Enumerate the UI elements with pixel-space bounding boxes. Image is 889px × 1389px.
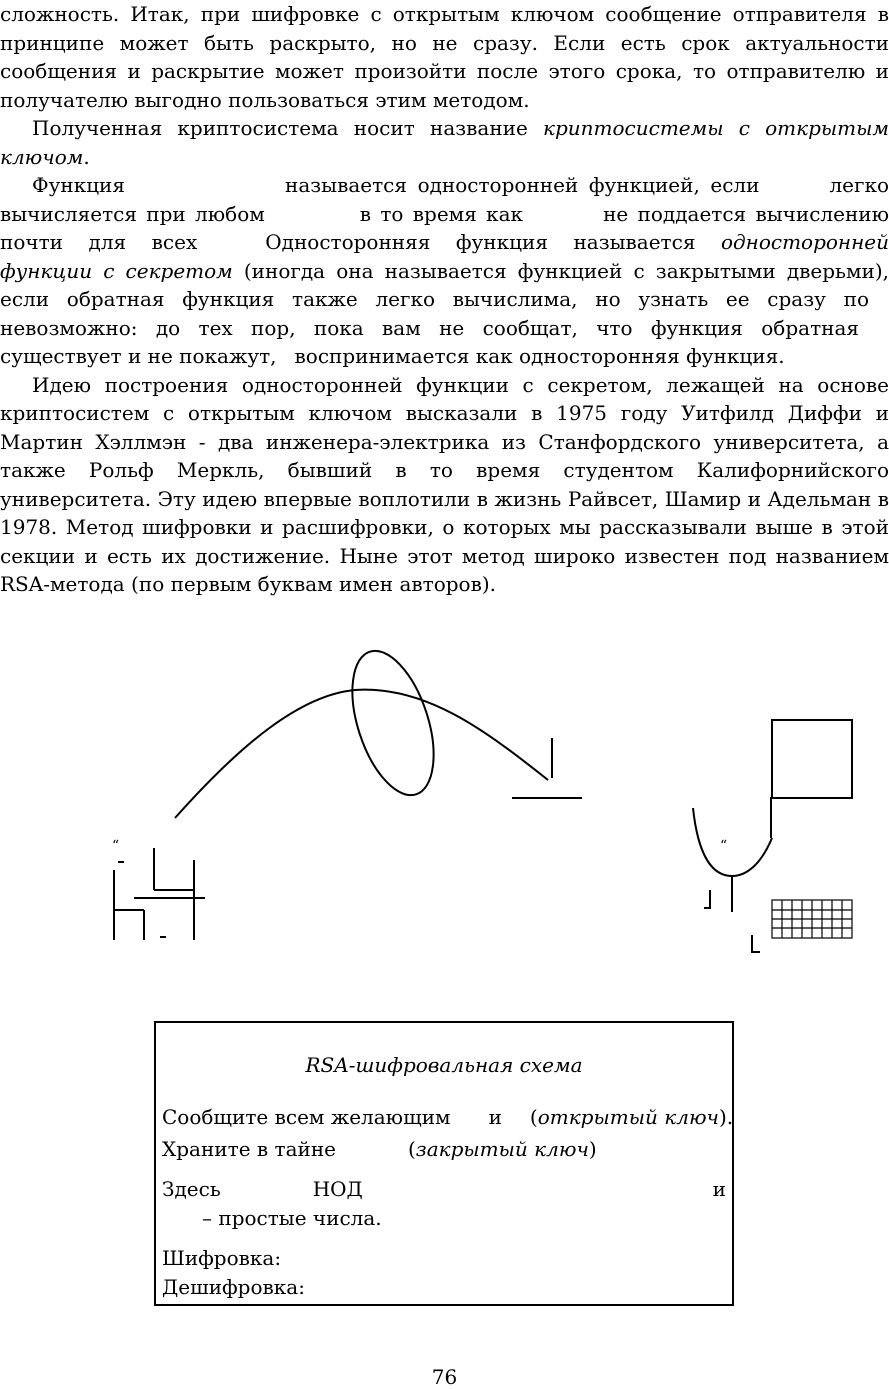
rsa-title: RSA-шифровальная схема [305,1053,583,1077]
p3-g: (иногда она называется функцией с закрытыми дверьми), если обратная функция также легко вычислима, но узнать ее сразу по [0,258,889,311]
keyboard-grid [772,900,852,938]
p3-h: невозможно: до тех пор, пока вам не сообщат, что функция обратная [0,315,859,340]
rsa-line2-close: ) [588,1137,597,1161]
p3-j: воспринимается как односторонняя функция. [294,344,785,368]
rsa-line2-text: Храните в тайне [162,1137,336,1161]
loop-curve [337,641,450,805]
p3-e: не поддается вычислению почти для всех [0,201,889,254]
arc-curve [175,690,548,818]
rsa-line2-open-paren: ( [407,1137,416,1161]
paragraph-4-text: Идею построения односторонней функции с секретом, лежащей на основе криптосистем с открытым ключом высказали в 1975 году Уитфилд Диффи и Мартин Хэллмэн - два инженера-электрика из Станфордского университета, а также Рольф Меркль, бывший в то время студентом Калифорнийского университета. Эту идею впервые воплотили в жизнь Райвсет, Шамир и Адельман в 1978. Метод шифровки и расшифровки, о которых мы рассказывали выше в этой секции и есть их достижение. Ныне этот метод широко известен под названием RSA-метода (по первым буквам имен авторов). [0,372,889,596]
rsa-line1-close: ). [719,1105,734,1129]
p3-f: Односторонняя функция называется [265,230,721,254]
rsa-line-encryption: Шифровка: [162,1246,282,1270]
rsa-line-decryption: Дешифровка: [162,1275,305,1299]
screen-square [772,720,852,798]
term-trapdoor-function: односторонней функции с секретом [0,230,889,283]
rsa-line-primes: – простые числа. [202,1206,382,1230]
figure-illustration [0,640,889,970]
p3-c: легко вычисляется при любом [0,173,889,226]
rsa-line1-and: и [488,1105,502,1129]
corner-mark-bottom [752,935,760,952]
rsa-private-key-term: закрытый ключ [415,1137,589,1161]
left-quote-mark: “ [112,838,120,854]
p3-b: называется односторонней функцией, если [285,173,760,197]
paragraph-2-end: . [83,144,90,169]
rsa-line1-open-paren: ( [529,1105,538,1129]
rsa-scheme-box [154,1021,734,1306]
p3-a: Функция [32,173,126,197]
rsa-line-here [162,1175,726,1204]
rsa-line-public-key [162,1103,734,1132]
rsa-line-private-key [162,1135,726,1164]
figure-drawing [0,640,889,970]
rsa-line1-text: Сообщите всем желающим [162,1105,451,1129]
p3-d: в то время как [359,201,524,226]
right-quote-mark: “ [720,838,728,854]
paragraph-3 [0,171,889,371]
paragraph-1-text: сложность. Итак, при шифровке с открытым ключом сообщение отправителя в принципе может быть раскрыто, но не сразу. Если есть срок актуальности сообщения и раскрытие может произойти после этого срока, то отправителю и получателю выгодно пользоваться этим методом. [0,2,889,112]
rsa-line3-and: и [712,1177,726,1201]
page-number: 76 [431,1365,458,1389]
term-public-key-cryptosystem: криптосистемы с открытым ключом [0,116,889,169]
cup-curve [693,808,772,876]
corner-mark-left [704,890,710,908]
p3-i: существует и не покажут, [0,344,277,368]
paragraph-4 [0,371,889,599]
paragraph-2-text: Полученная криптосистема носит название [32,116,544,140]
rsa-line3-gcd: НОД [312,1177,363,1201]
rsa-line3-here: Здесь [162,1177,221,1201]
paragraph-1 [0,0,889,114]
body-text [0,0,889,599]
paragraph-2 [0,114,889,171]
rsa-public-key-term: открытый ключ [537,1105,719,1129]
